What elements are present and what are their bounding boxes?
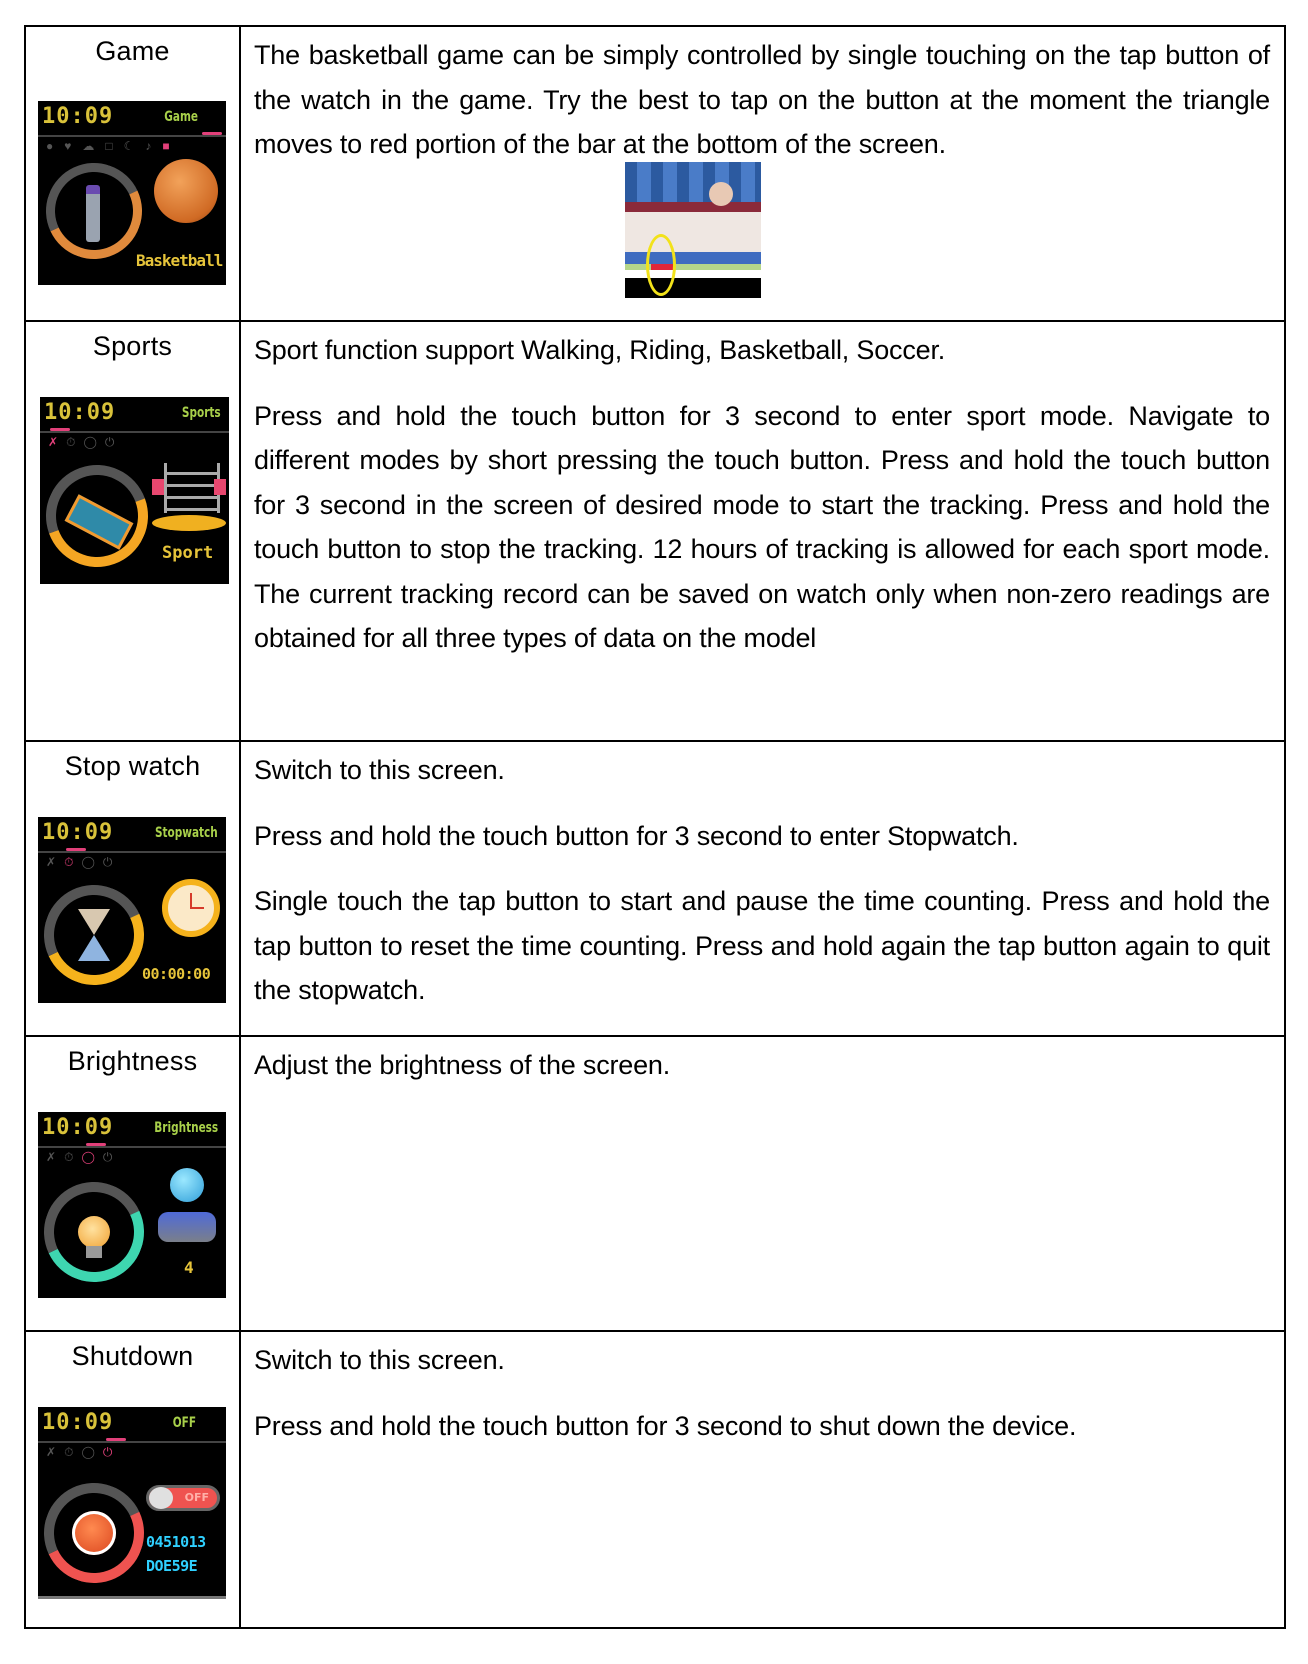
feature-cell bbox=[26, 322, 241, 740]
description-text: Press and hold the touch button for 3 second to enter sport mode. Navigate to different modes by short pressing the touch button. Press and hold the touch button for 3 second in the screen of desired mode to start the tracking. Press and hold the touch button to stop the tracking. 12 hours of tracking is allowed for each sport mode. The current tracking record can be saved on watch only when non-zero readings are obtained for all three types of data on the model bbox=[254, 400, 1270, 653]
stopwatch-icon: ⏱ bbox=[64, 855, 82, 869]
sports-caption: Sport bbox=[162, 543, 214, 563]
toggle-knob bbox=[149, 1487, 173, 1509]
brightness-knob-base bbox=[158, 1212, 216, 1242]
basketball-game-screenshot bbox=[625, 162, 761, 298]
stopwatch-time: 00:00:00 bbox=[142, 965, 211, 983]
device-id-line-2: DOE59E bbox=[146, 1557, 198, 1575]
description-text: Single touch the tap button to start and pause the time counting. Press and hold the tap button to reset the time counting. Press and hold again the tap button again to quit the stopwatch. bbox=[254, 886, 1270, 1005]
run-icon: ✗ bbox=[46, 855, 65, 869]
brightness-level: 4 bbox=[184, 1258, 194, 1277]
description-cell bbox=[241, 1332, 1284, 1627]
description-text: Switch to this screen. bbox=[254, 755, 505, 785]
divider bbox=[38, 135, 226, 137]
device-id-line-1: 0451013 bbox=[146, 1533, 206, 1551]
feature-name: Shutdown bbox=[71, 1341, 194, 1371]
platform-icon bbox=[152, 515, 226, 531]
hourglass-icon-bottom bbox=[78, 935, 110, 961]
weight-plates-icon bbox=[152, 479, 226, 495]
gamepad-icon: ■ bbox=[162, 139, 181, 153]
watch-screen-brightness bbox=[38, 1112, 226, 1298]
watch-clock: 10:09 bbox=[44, 400, 116, 425]
bulb-icon: ◯ bbox=[83, 435, 105, 449]
description-cell bbox=[241, 27, 1284, 320]
run-icon: ✗ bbox=[46, 1150, 65, 1164]
description-text: Sport function support Walking, Riding, Basketball, Soccer. bbox=[254, 335, 946, 365]
watch-clock: 10:09 bbox=[42, 1410, 114, 1435]
hourglass-icon bbox=[78, 909, 110, 935]
basketball-icon bbox=[154, 159, 218, 223]
heart-icon: ♥ bbox=[64, 139, 83, 153]
bulb-icon: ◯ bbox=[81, 1445, 103, 1459]
shutdown-toggle bbox=[146, 1485, 220, 1511]
lightbulb-icon bbox=[78, 1216, 110, 1248]
feature-name: Sports bbox=[92, 331, 173, 361]
feature-cell bbox=[26, 1332, 241, 1627]
watch-icon-bar bbox=[46, 1445, 120, 1460]
watch-screen-sports bbox=[40, 397, 229, 584]
bulb-icon: ◯ bbox=[81, 855, 103, 869]
power-button-icon bbox=[72, 1511, 116, 1555]
feature-cell bbox=[26, 742, 241, 1035]
highlight-ellipse bbox=[646, 234, 676, 296]
power-icon: ⏻ bbox=[102, 1150, 121, 1164]
active-tab-marker bbox=[50, 428, 70, 431]
active-tab-marker bbox=[66, 848, 86, 851]
description-cell bbox=[241, 1037, 1284, 1330]
watch-clock: 10:09 bbox=[42, 820, 114, 845]
watch-screen-game bbox=[38, 101, 226, 285]
description-text: Press and hold the touch button for 3 second to enter Stopwatch. bbox=[254, 820, 1019, 851]
watch-icon-bar bbox=[48, 435, 122, 450]
watch-screen-stopwatch bbox=[38, 817, 226, 1003]
watch-screen-label: Game bbox=[164, 109, 198, 125]
watch-screen-label: Stopwatch bbox=[155, 825, 218, 841]
divider bbox=[38, 1146, 226, 1148]
game-caption: Basketball bbox=[136, 251, 223, 270]
table-row-shutdown bbox=[26, 1332, 1284, 1627]
feature-name: Stop watch bbox=[64, 751, 201, 781]
power-icon: ⏻ bbox=[104, 435, 123, 449]
description-cell bbox=[241, 742, 1284, 1035]
watch-screen-shutdown bbox=[38, 1407, 226, 1599]
run-icon: ✗ bbox=[46, 1445, 65, 1459]
feature-name: Brightness bbox=[67, 1046, 198, 1076]
power-icon: ⏻ bbox=[102, 855, 121, 869]
feature-name: Game bbox=[95, 36, 170, 66]
table-row-brightness bbox=[26, 1037, 1284, 1332]
active-tab-marker bbox=[202, 132, 222, 135]
watch-icon-bar bbox=[46, 855, 120, 870]
description-text: The basketball game can be simply controlled by single touching on the tap button of the watch in the game. Try the best to tap on the button at the moment the triangle moves to red portion of the bar at the bottom of the screen. bbox=[254, 40, 1270, 159]
message-icon: □ bbox=[105, 139, 124, 153]
run-icon: ✗ bbox=[48, 435, 67, 449]
active-tab-marker bbox=[86, 1143, 106, 1146]
stopwatch-icon: ⏱ bbox=[64, 1445, 82, 1459]
feature-cell bbox=[26, 27, 241, 320]
brightness-knob-icon bbox=[170, 1168, 204, 1202]
music-icon: ♪ bbox=[145, 139, 163, 153]
description-cell bbox=[241, 322, 1284, 740]
table-row-stopwatch bbox=[26, 742, 1284, 1037]
basketball-icon bbox=[709, 182, 733, 206]
player-figure-icon bbox=[86, 185, 100, 242]
feature-table bbox=[24, 25, 1286, 1629]
stopwatch-icon: ⏱ bbox=[66, 435, 84, 449]
watch-screen-label: OFF bbox=[172, 1415, 196, 1431]
active-tab-marker bbox=[106, 1438, 126, 1441]
watch-screen-label: Sports bbox=[182, 405, 221, 421]
power-icon: ⏻ bbox=[102, 1445, 121, 1459]
stopwatch-hand bbox=[190, 907, 204, 909]
watch-clock: 10:09 bbox=[42, 1115, 114, 1140]
watch-icon-bar bbox=[46, 1150, 120, 1165]
description-text: Switch to this screen. bbox=[254, 1345, 505, 1375]
moon-icon: ☾ bbox=[123, 139, 146, 153]
watch-screen-label: Brightness bbox=[154, 1120, 218, 1136]
table-row-game bbox=[26, 27, 1284, 322]
bulb-icon: ◯ bbox=[81, 1150, 103, 1164]
table-row-sports bbox=[26, 322, 1284, 742]
stopwatch-icon: ⏱ bbox=[64, 1150, 82, 1164]
watch-icon-bar bbox=[46, 139, 181, 153]
cloud-icon: ☁ bbox=[82, 139, 106, 153]
description-text: Adjust the brightness of the screen. bbox=[254, 1050, 671, 1080]
divider bbox=[38, 851, 226, 853]
watch-clock: 10:09 bbox=[42, 104, 114, 129]
divider bbox=[40, 431, 229, 433]
toggle-label: OFF bbox=[184, 1491, 209, 1504]
paw-icon: ● bbox=[46, 139, 65, 153]
divider bbox=[38, 1441, 226, 1443]
lightbulb-base bbox=[86, 1246, 102, 1258]
feature-cell bbox=[26, 1037, 241, 1330]
description-text: Press and hold the touch button for 3 second to shut down the device. bbox=[254, 1410, 1077, 1441]
